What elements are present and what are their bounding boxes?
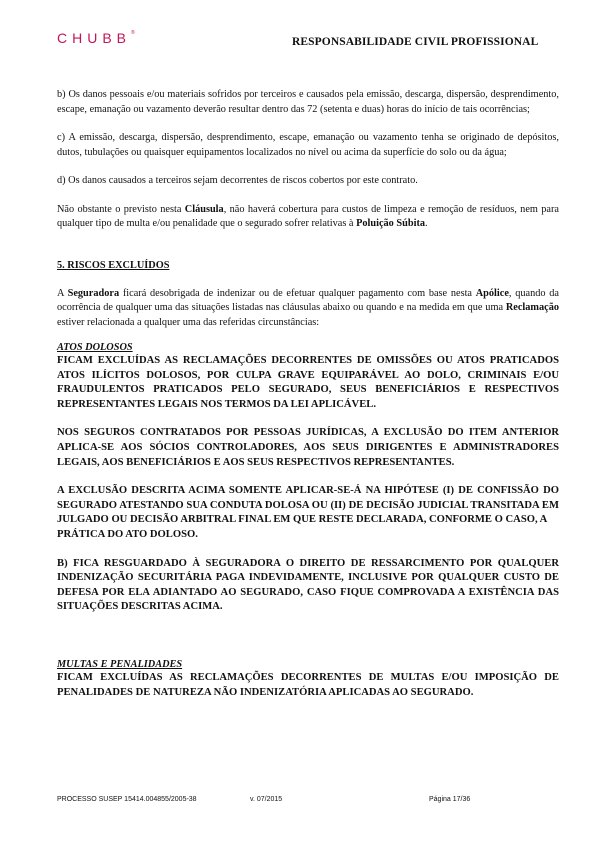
document-version: v. 07/2015 (250, 796, 283, 803)
atos-dolosos-paragraph-2: NOS SEGUROS CONTRATADOS POR PESSOAS JURÍDICAS, A EXCLUSÃO DO ITEM ANTERIOR APLICA-SE AOS SÓCIOS CONTROLADORES, AOS SEUS DIRIGENTES E ADMINISTRADORES LEGAIS, AOS BENEFICIÁRIOS E AOS SEUS RESPECTIVOS REPRESENTANTES. (57, 427, 559, 468)
atos-dolosos-heading: ATOS DOLOSOS (57, 342, 133, 353)
logo-registered-mark: ® (131, 30, 135, 36)
susep-process-number: PROCESSO SUSEP 15414.004855/2005-38 (57, 796, 197, 803)
logo-text: CHUBB (57, 30, 132, 46)
chubb-logo (57, 30, 135, 46)
multas-penalidades-paragraph: FICAM EXCLUÍDAS AS RECLAMAÇÕES DECORRENTES DE MULTAS E/OU IMPOSIÇÃO DE PENALIDADES DE NATUREZA NÃO INDENIZATÓRIA APLICADAS AO SEGURADO. (57, 671, 559, 698)
paragraph-c: c) A emissão, descarga, dispersão, desprendimento, escape, emanação ou vazamento tenha se originado de depósitos, dutos, tubulações ou quaisquer equipamentos localizados no nível ou acima da superfície do solo ou da água; (57, 132, 559, 158)
atos-dolosos-paragraph-1: FICAM EXCLUÍDAS AS RECLAMAÇÕES DECORRENTES DE OMISSÕES OU ATOS PRATICADOS ATOS ILÍCITOS DOLOSOS, POR CULPA GRAVE EQUIPARÁVEL AO DOLO, CRIMINAIS E/OU FRAUDULENTOS PRATICADOS PELO SEGURADO, SEUS BENEFICIÁRIOS E RESPECTIVOS REPRESENTANTES LEGAIS NOS TERMOS DA LEI APLICÁVEL. (57, 355, 559, 410)
paragraph-no-cover: Não obstante o previsto nesta Cláusula, não haverá cobertura para custos de limpeza e remoção de resíduos, nem para qualquer tipo de multa e/ou penalidade que o segurado sofrer relativas à Poluição Súbita. (57, 203, 559, 229)
section-5-heading: 5. RISCOS EXCLUÍDOS (57, 259, 170, 271)
page-content (57, 88, 559, 700)
section-5-intro: A Seguradora ficará desobrigada de indenizar ou de efetuar qualquer pagamento com base nesta Apólice, quando da ocorrência de qualquer uma das situações listadas nas cláusulas abaixo ou quando e na medida em que uma Reclamação estiver relacionada a qualquer uma das referidas circunstâncias: (57, 287, 559, 328)
multas-penalidades-heading: MULTAS E PENALIDADES (57, 658, 183, 670)
paragraph-d: d) Os danos causados a terceiros sejam decorrentes de riscos cobertos por este contrato. (57, 175, 418, 186)
paragraph-b: b) Os danos pessoais e/ou materiais sofridos por terceiros e causados pela emissão, descarga, dispersão, desprendimento, escape, emanação ou vazamento deverão resultar dentro das 72 (setenta e duas) horas do início de tais ocorrências; (57, 89, 559, 115)
atos-dolosos-paragraph-4: B) FICA RESGUARDADO À SEGURADORA O DIREITO DE RESSARCIMENTO POR QUALQUER INDENIZAÇÃO SECURITÁRIA PAGA INDEVIDAMENTE, INCLUSIVE POR QUALQUER CUSTO DE DEFESA POR ELA ADIANTADO AO SEGURADO, CASO FIQUE COMPROVADA A EXISTÊNCIA DAS SITUAÇÕES DESCRITAS ACIMA. (57, 557, 559, 613)
page-number: Página 17/36 (429, 796, 471, 803)
document-title: RESPONSABILIDADE CIVIL PROFISSIONAL (292, 36, 539, 48)
atos-dolosos-paragraph-3: A EXCLUSÃO DESCRITA ACIMA SOMENTE APLICAR-SE-Á NA HIPÓTESE (I) DE CONFISSÃO DO SEGURADO ATESTANDO SUA CONDUTA DOLOSA OU (II) DE DECISÃO JUDICIAL TRANSITADA EM JULGADO OU DECISÃO ARBITRAL FINAL EM QUE RESTE DECLARADA, CONFORME O CASO, A PRÁTICA DO ATO DOLOSO. (57, 485, 559, 540)
